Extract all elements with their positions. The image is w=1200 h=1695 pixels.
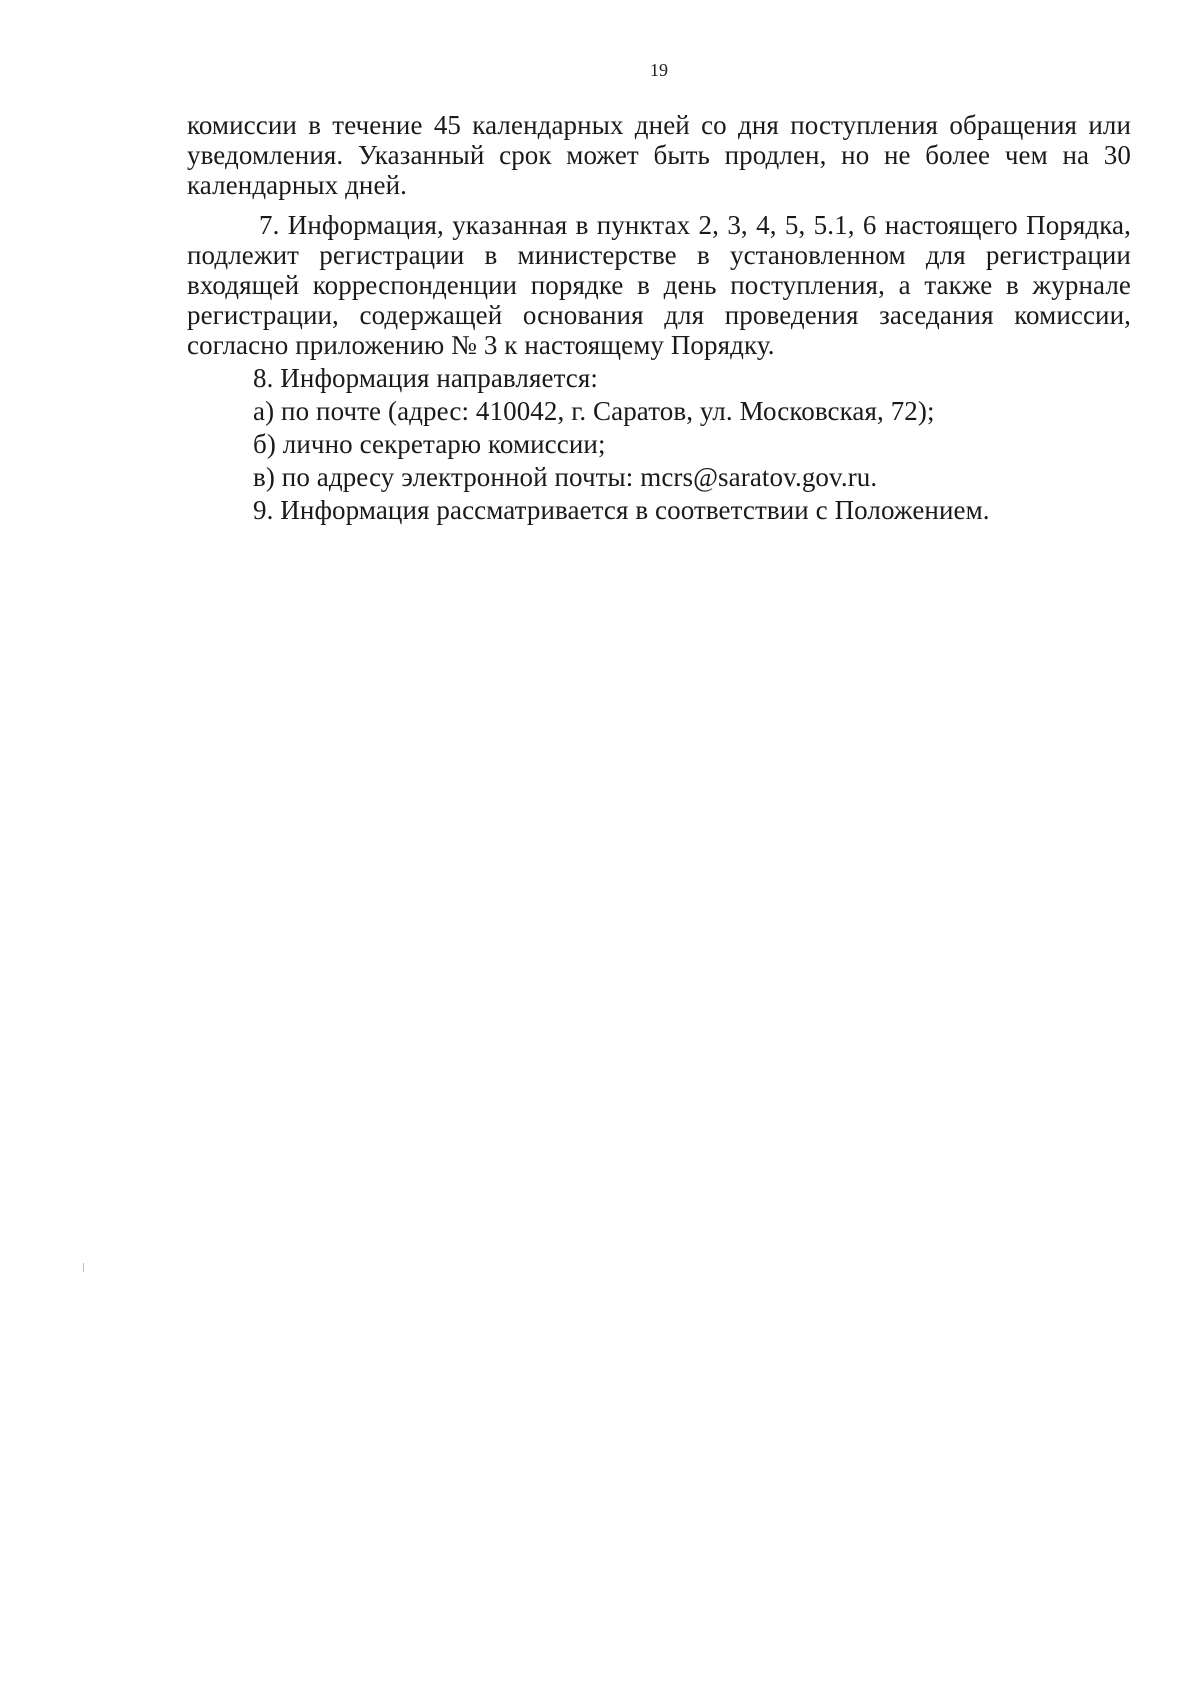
- paragraph-8a-mail: а) по почте (адрес: 410042, г. Саратов, ул. Московская, 72);: [253, 396, 935, 426]
- paragraph-7: 7. Информация, указанная в пунктах 2, 3, 4, 5, 5.1, 6 настоящего Порядка, подлежит регистрации в министерстве в установленном для регистрации входящей корреспонденции порядке в день поступления, а также в журнале регистрации, содержащей основания для проведения заседания комиссии, согласно приложению № 3 к настоящему Порядку.: [187, 210, 1131, 360]
- scan-edge-mark: [83, 1263, 84, 1272]
- paragraph-8: 8. Информация направляется:: [253, 363, 598, 393]
- page-number: 19: [650, 60, 668, 80]
- paragraph-8b-secretary: б) лично секретарю комиссии;: [253, 429, 606, 459]
- paragraph-8c-email: в) по адресу электронной почты: mcrs@saratov.gov.ru.: [253, 462, 878, 492]
- document-body: [187, 110, 1131, 525]
- paragraph-6-continuation: комиссии в течение 45 календарных дней со дня поступления обращения или уведомления. Указанный срок может быть продлен, но не более чем на 30 календарных дней.: [187, 110, 1131, 200]
- paragraph-9: 9. Информация рассматривается в соответствии с Положением.: [253, 495, 990, 525]
